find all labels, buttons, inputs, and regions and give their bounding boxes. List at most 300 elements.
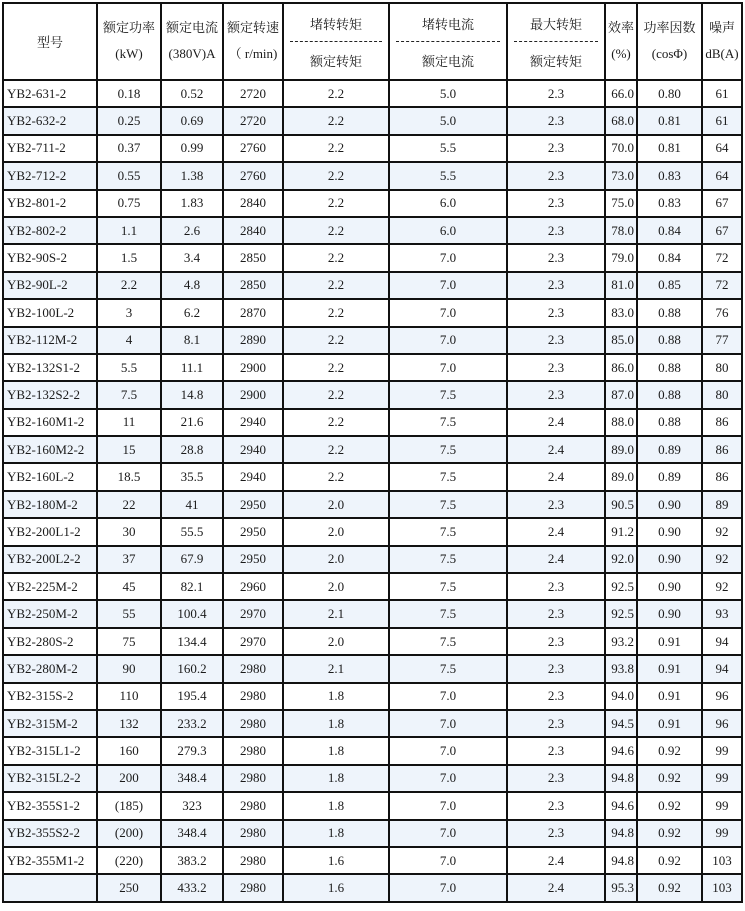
table-row <box>3 135 742 162</box>
cell-current: 348.4 <box>161 820 223 847</box>
table-row <box>3 436 742 463</box>
cell-efficiency: 87.0 <box>605 381 637 408</box>
cell-power: 75 <box>97 628 161 655</box>
cell-power: 55 <box>97 600 161 627</box>
cell-power: 90 <box>97 655 161 682</box>
cell-lr-torque: 2.2 <box>283 190 389 217</box>
header-speed <box>223 3 283 80</box>
cell-power: 45 <box>97 573 161 600</box>
cell-lr-current: 7.0 <box>389 299 507 326</box>
cell-noise: 94 <box>702 655 742 682</box>
cell-model <box>3 874 97 901</box>
cell-model: YB2-225M-2 <box>3 573 97 600</box>
cell-current: 28.8 <box>161 436 223 463</box>
cell-current: 1.83 <box>161 190 223 217</box>
cell-current: 195.4 <box>161 683 223 710</box>
cell-model: YB2-100L-2 <box>3 299 97 326</box>
cell-lr-current: 7.5 <box>389 600 507 627</box>
cell-power: 22 <box>97 491 161 518</box>
cell-max-torque: 2.3 <box>507 710 605 737</box>
cell-efficiency: 83.0 <box>605 299 637 326</box>
cell-lr-torque: 1.8 <box>283 737 389 764</box>
cell-speed: 2980 <box>223 737 283 764</box>
motor-spec-table <box>2 2 743 903</box>
cell-lr-current: 7.5 <box>389 546 507 573</box>
cell-speed: 2980 <box>223 765 283 792</box>
cell-power: 5.5 <box>97 354 161 381</box>
cell-power-factor: 0.88 <box>637 409 702 436</box>
cell-power-factor: 0.92 <box>637 737 702 764</box>
cell-efficiency: 92.5 <box>605 600 637 627</box>
cell-noise: 96 <box>702 683 742 710</box>
cell-speed: 2980 <box>223 820 283 847</box>
cell-lr-torque: 2.2 <box>283 217 389 244</box>
cell-power-factor: 0.84 <box>637 244 702 271</box>
cell-model: YB2-160L-2 <box>3 463 97 490</box>
header-noise <box>702 3 742 80</box>
cell-power-factor: 0.85 <box>637 272 702 299</box>
cell-lr-torque: 2.1 <box>283 655 389 682</box>
cell-power-factor: 0.89 <box>637 436 702 463</box>
cell-noise: 86 <box>702 436 742 463</box>
cell-lr-current: 7.5 <box>389 436 507 463</box>
cell-noise: 99 <box>702 737 742 764</box>
cell-noise: 94 <box>702 628 742 655</box>
cell-noise: 92 <box>702 518 742 545</box>
cell-max-torque: 2.3 <box>507 628 605 655</box>
header-efficiency <box>605 3 637 80</box>
cell-noise: 92 <box>702 573 742 600</box>
cell-lr-current: 7.0 <box>389 874 507 901</box>
cell-lr-torque: 2.2 <box>283 244 389 271</box>
table-row <box>3 327 742 354</box>
cell-model: YB2-180M-2 <box>3 491 97 518</box>
table-row <box>3 299 742 326</box>
cell-noise: 96 <box>702 710 742 737</box>
cell-power: 4 <box>97 327 161 354</box>
cell-lr-current: 7.0 <box>389 354 507 381</box>
cell-lr-torque: 1.8 <box>283 765 389 792</box>
cell-max-torque: 2.3 <box>507 190 605 217</box>
cell-current: 433.2 <box>161 874 223 901</box>
cell-noise: 72 <box>702 272 742 299</box>
cell-efficiency: 88.0 <box>605 409 637 436</box>
cell-lr-torque: 2.1 <box>283 600 389 627</box>
cell-efficiency: 91.2 <box>605 518 637 545</box>
cell-efficiency: 75.0 <box>605 190 637 217</box>
cell-lr-torque: 2.2 <box>283 162 389 189</box>
cell-efficiency: 90.5 <box>605 491 637 518</box>
cell-model: YB2-112M-2 <box>3 327 97 354</box>
cell-model: YB2-200L2-2 <box>3 546 97 573</box>
cell-lr-current: 5.0 <box>389 80 507 107</box>
cell-lr-torque: 2.2 <box>283 354 389 381</box>
cell-lr-current: 7.5 <box>389 628 507 655</box>
header-locked-rotor-current <box>389 3 507 80</box>
cell-current: 55.5 <box>161 518 223 545</box>
cell-power: (220) <box>97 847 161 874</box>
header-lr-torque-top: 堵转转矩 <box>309 17 362 33</box>
cell-lr-current: 7.0 <box>389 272 507 299</box>
cell-max-torque: 2.4 <box>507 518 605 545</box>
cell-lr-torque: 2.0 <box>283 546 389 573</box>
cell-power-factor: 0.92 <box>637 765 702 792</box>
cell-power: 2.2 <box>97 272 161 299</box>
cell-max-torque: 2.4 <box>507 847 605 874</box>
cell-efficiency: 89.0 <box>605 436 637 463</box>
cell-speed: 2900 <box>223 381 283 408</box>
cell-lr-current: 7.5 <box>389 573 507 600</box>
cell-current: 0.69 <box>161 107 223 134</box>
table-row <box>3 847 742 874</box>
cell-power: 37 <box>97 546 161 573</box>
cell-current: 11.1 <box>161 354 223 381</box>
header-efficiency-unit: (%) <box>611 45 631 61</box>
cell-power: 0.25 <box>97 107 161 134</box>
cell-current: 160.2 <box>161 655 223 682</box>
table-row <box>3 217 742 244</box>
cell-power-factor: 0.90 <box>637 491 702 518</box>
cell-max-torque: 2.3 <box>507 217 605 244</box>
cell-power-factor: 0.91 <box>637 655 702 682</box>
cell-power: 15 <box>97 436 161 463</box>
cell-current: 134.4 <box>161 628 223 655</box>
cell-lr-current: 7.0 <box>389 737 507 764</box>
cell-speed: 2950 <box>223 546 283 573</box>
cell-model: YB2-712-2 <box>3 162 97 189</box>
cell-power: 3 <box>97 299 161 326</box>
cell-current: 279.3 <box>161 737 223 764</box>
cell-lr-current: 7.0 <box>389 683 507 710</box>
cell-max-torque: 2.3 <box>507 354 605 381</box>
cell-speed: 2720 <box>223 107 283 134</box>
cell-power: 110 <box>97 683 161 710</box>
cell-current: 14.8 <box>161 381 223 408</box>
cell-power: (200) <box>97 820 161 847</box>
cell-efficiency: 79.0 <box>605 244 637 271</box>
cell-model: YB2-315L1-2 <box>3 737 97 764</box>
cell-max-torque: 2.4 <box>507 409 605 436</box>
cell-noise: 64 <box>702 135 742 162</box>
table-row <box>3 162 742 189</box>
cell-max-torque: 2.3 <box>507 272 605 299</box>
cell-efficiency: 85.0 <box>605 327 637 354</box>
cell-lr-current: 7.0 <box>389 820 507 847</box>
header-pf-unit: (cosΦ) <box>651 45 688 61</box>
cell-noise: 77 <box>702 327 742 354</box>
cell-model: YB2-250M-2 <box>3 600 97 627</box>
cell-speed: 2900 <box>223 354 283 381</box>
header-lr-torque-bottom: 额定转矩 <box>309 54 362 70</box>
cell-noise: 86 <box>702 409 742 436</box>
cell-power: 250 <box>97 874 161 901</box>
cell-max-torque: 2.3 <box>507 381 605 408</box>
cell-model: YB2-160M1-2 <box>3 409 97 436</box>
cell-max-torque: 2.3 <box>507 327 605 354</box>
cell-speed: 2890 <box>223 327 283 354</box>
cell-lr-current: 7.5 <box>389 518 507 545</box>
cell-model: YB2-160M2-2 <box>3 436 97 463</box>
header-power-label: 额定功率 <box>102 21 155 37</box>
cell-lr-torque: 1.8 <box>283 683 389 710</box>
header-max-torque-top: 最大转矩 <box>529 17 582 33</box>
table-row <box>3 573 742 600</box>
cell-current: 4.8 <box>161 272 223 299</box>
cell-lr-torque: 2.0 <box>283 518 389 545</box>
cell-speed: 2980 <box>223 655 283 682</box>
cell-lr-current: 7.0 <box>389 765 507 792</box>
cell-current: 21.6 <box>161 409 223 436</box>
cell-current: 323 <box>161 792 223 819</box>
header-speed-unit: （ r/min) <box>228 45 278 61</box>
cell-noise: 93 <box>702 600 742 627</box>
cell-speed: 2980 <box>223 792 283 819</box>
cell-speed: 2980 <box>223 847 283 874</box>
cell-noise: 61 <box>702 107 742 134</box>
cell-power: 0.18 <box>97 80 161 107</box>
cell-lr-current: 7.0 <box>389 792 507 819</box>
cell-model: YB2-632-2 <box>3 107 97 134</box>
cell-model: YB2-280S-2 <box>3 628 97 655</box>
cell-max-torque: 2.3 <box>507 244 605 271</box>
cell-model: YB2-200L1-2 <box>3 518 97 545</box>
cell-noise: 67 <box>702 217 742 244</box>
cell-lr-current: 5.5 <box>389 135 507 162</box>
cell-model: YB2-355S1-2 <box>3 792 97 819</box>
header-row <box>3 3 742 80</box>
cell-efficiency: 94.6 <box>605 792 637 819</box>
cell-power: 132 <box>97 710 161 737</box>
cell-current: 348.4 <box>161 765 223 792</box>
cell-lr-current: 6.0 <box>389 217 507 244</box>
cell-max-torque: 2.4 <box>507 463 605 490</box>
cell-efficiency: 94.8 <box>605 847 637 874</box>
header-power-factor <box>637 3 702 80</box>
cell-noise: 76 <box>702 299 742 326</box>
cell-model: YB2-315M-2 <box>3 710 97 737</box>
table-row <box>3 354 742 381</box>
cell-power: 200 <box>97 765 161 792</box>
cell-noise: 80 <box>702 381 742 408</box>
header-speed-label: 额定转速 <box>226 21 279 37</box>
cell-speed: 2940 <box>223 463 283 490</box>
cell-power-factor: 0.80 <box>637 80 702 107</box>
header-locked-rotor-torque <box>283 3 389 80</box>
cell-model: YB2-90S-2 <box>3 244 97 271</box>
cell-power-factor: 0.90 <box>637 573 702 600</box>
cell-noise: 99 <box>702 792 742 819</box>
header-current-unit: (380V)A <box>168 45 216 61</box>
cell-noise: 61 <box>702 80 742 107</box>
cell-speed: 2950 <box>223 518 283 545</box>
cell-current: 2.6 <box>161 217 223 244</box>
cell-lr-current: 6.0 <box>389 190 507 217</box>
cell-model: YB2-90L-2 <box>3 272 97 299</box>
cell-lr-torque: 1.6 <box>283 847 389 874</box>
cell-model: YB2-801-2 <box>3 190 97 217</box>
cell-max-torque: 2.3 <box>507 135 605 162</box>
cell-max-torque: 2.3 <box>507 491 605 518</box>
cell-power-factor: 0.88 <box>637 327 702 354</box>
cell-max-torque: 2.3 <box>507 162 605 189</box>
cell-noise: 103 <box>702 847 742 874</box>
cell-lr-torque: 1.8 <box>283 710 389 737</box>
cell-lr-current: 7.0 <box>389 710 507 737</box>
cell-current: 6.2 <box>161 299 223 326</box>
cell-efficiency: 92.0 <box>605 546 637 573</box>
header-model: 型号 <box>3 3 97 80</box>
cell-lr-torque: 2.2 <box>283 463 389 490</box>
table-row <box>3 655 742 682</box>
cell-noise: 103 <box>702 874 742 901</box>
cell-current: 8.1 <box>161 327 223 354</box>
cell-speed: 2840 <box>223 217 283 244</box>
cell-model: YB2-631-2 <box>3 80 97 107</box>
cell-power: 11 <box>97 409 161 436</box>
cell-lr-torque: 2.2 <box>283 409 389 436</box>
cell-noise: 80 <box>702 354 742 381</box>
cell-power-factor: 0.84 <box>637 217 702 244</box>
cell-model: YB2-355M1-2 <box>3 847 97 874</box>
cell-lr-torque: 2.0 <box>283 491 389 518</box>
cell-power-factor: 0.91 <box>637 710 702 737</box>
table-row <box>3 244 742 271</box>
cell-max-torque: 2.3 <box>507 299 605 326</box>
cell-power-factor: 0.83 <box>637 190 702 217</box>
cell-power-factor: 0.91 <box>637 628 702 655</box>
cell-current: 3.4 <box>161 244 223 271</box>
cell-max-torque: 2.3 <box>507 683 605 710</box>
table-row <box>3 190 742 217</box>
table-row <box>3 628 742 655</box>
cell-lr-current: 7.5 <box>389 655 507 682</box>
cell-efficiency: 94.0 <box>605 683 637 710</box>
cell-efficiency: 68.0 <box>605 107 637 134</box>
table-row <box>3 710 742 737</box>
cell-lr-torque: 1.8 <box>283 792 389 819</box>
cell-lr-current: 7.0 <box>389 327 507 354</box>
cell-current: 67.9 <box>161 546 223 573</box>
cell-speed: 2950 <box>223 491 283 518</box>
header-power-unit: (kW) <box>115 45 143 61</box>
cell-speed: 2850 <box>223 272 283 299</box>
cell-lr-torque: 2.0 <box>283 628 389 655</box>
cell-speed: 2980 <box>223 874 283 901</box>
cell-efficiency: 94.8 <box>605 820 637 847</box>
cell-noise: 89 <box>702 491 742 518</box>
cell-efficiency: 89.0 <box>605 463 637 490</box>
cell-lr-torque: 1.8 <box>283 820 389 847</box>
cell-speed: 2760 <box>223 135 283 162</box>
cell-noise: 99 <box>702 765 742 792</box>
cell-lr-torque: 2.2 <box>283 381 389 408</box>
cell-power-factor: 0.92 <box>637 847 702 874</box>
table-row <box>3 381 742 408</box>
cell-max-torque: 2.3 <box>507 107 605 134</box>
cell-efficiency: 73.0 <box>605 162 637 189</box>
table-row <box>3 546 742 573</box>
cell-model: YB2-355S2-2 <box>3 820 97 847</box>
cell-current: 35.5 <box>161 463 223 490</box>
table-row <box>3 683 742 710</box>
header-lr-current-bottom: 额定电流 <box>421 54 474 70</box>
cell-power-factor: 0.92 <box>637 792 702 819</box>
cell-power-factor: 0.88 <box>637 381 702 408</box>
cell-power: 1.1 <box>97 217 161 244</box>
cell-lr-current: 7.5 <box>389 463 507 490</box>
cell-max-torque: 2.3 <box>507 737 605 764</box>
cell-speed: 2980 <box>223 683 283 710</box>
spec-table-container <box>2 2 743 903</box>
table-row <box>3 463 742 490</box>
cell-lr-torque: 2.2 <box>283 436 389 463</box>
cell-power-factor: 0.88 <box>637 354 702 381</box>
cell-current: 383.2 <box>161 847 223 874</box>
cell-efficiency: 93.2 <box>605 628 637 655</box>
cell-max-torque: 2.3 <box>507 80 605 107</box>
cell-power-factor: 0.89 <box>637 463 702 490</box>
cell-power-factor: 0.81 <box>637 135 702 162</box>
cell-efficiency: 78.0 <box>605 217 637 244</box>
header-efficiency-label: 效率 <box>607 21 634 37</box>
table-row <box>3 491 742 518</box>
cell-efficiency: 93.8 <box>605 655 637 682</box>
cell-lr-current: 5.0 <box>389 107 507 134</box>
cell-lr-current: 7.5 <box>389 409 507 436</box>
header-noise-label: 噪声 <box>708 21 735 37</box>
cell-efficiency: 81.0 <box>605 272 637 299</box>
cell-current: 100.4 <box>161 600 223 627</box>
cell-speed: 2850 <box>223 244 283 271</box>
header-current-label: 额定电流 <box>165 21 218 37</box>
cell-noise: 67 <box>702 190 742 217</box>
cell-speed: 2980 <box>223 710 283 737</box>
cell-efficiency: 94.5 <box>605 710 637 737</box>
cell-power-factor: 0.91 <box>637 683 702 710</box>
cell-power: 18.5 <box>97 463 161 490</box>
header-noise-unit: dB(A) <box>705 45 739 61</box>
cell-speed: 2970 <box>223 628 283 655</box>
cell-power-factor: 0.90 <box>637 546 702 573</box>
cell-lr-torque: 2.2 <box>283 299 389 326</box>
cell-power: 1.5 <box>97 244 161 271</box>
cell-lr-torque: 2.2 <box>283 135 389 162</box>
cell-noise: 86 <box>702 463 742 490</box>
cell-model: YB2-132S1-2 <box>3 354 97 381</box>
cell-power-factor: 0.90 <box>637 600 702 627</box>
cell-efficiency: 66.0 <box>605 80 637 107</box>
cell-model: YB2-132S2-2 <box>3 381 97 408</box>
cell-model: YB2-802-2 <box>3 217 97 244</box>
cell-lr-torque: 1.6 <box>283 874 389 901</box>
cell-model: YB2-280M-2 <box>3 655 97 682</box>
cell-efficiency: 92.5 <box>605 573 637 600</box>
cell-efficiency: 94.6 <box>605 737 637 764</box>
table-row <box>3 80 742 107</box>
cell-max-torque: 2.4 <box>507 436 605 463</box>
table-row <box>3 272 742 299</box>
cell-lr-torque: 2.2 <box>283 327 389 354</box>
cell-max-torque: 2.4 <box>507 546 605 573</box>
cell-power-factor: 0.83 <box>637 162 702 189</box>
cell-power-factor: 0.92 <box>637 820 702 847</box>
table-row <box>3 600 742 627</box>
cell-current: 0.52 <box>161 80 223 107</box>
cell-model: YB2-315S-2 <box>3 683 97 710</box>
header-max-torque <box>507 3 605 80</box>
cell-power-factor: 0.81 <box>637 107 702 134</box>
cell-current: 82.1 <box>161 573 223 600</box>
